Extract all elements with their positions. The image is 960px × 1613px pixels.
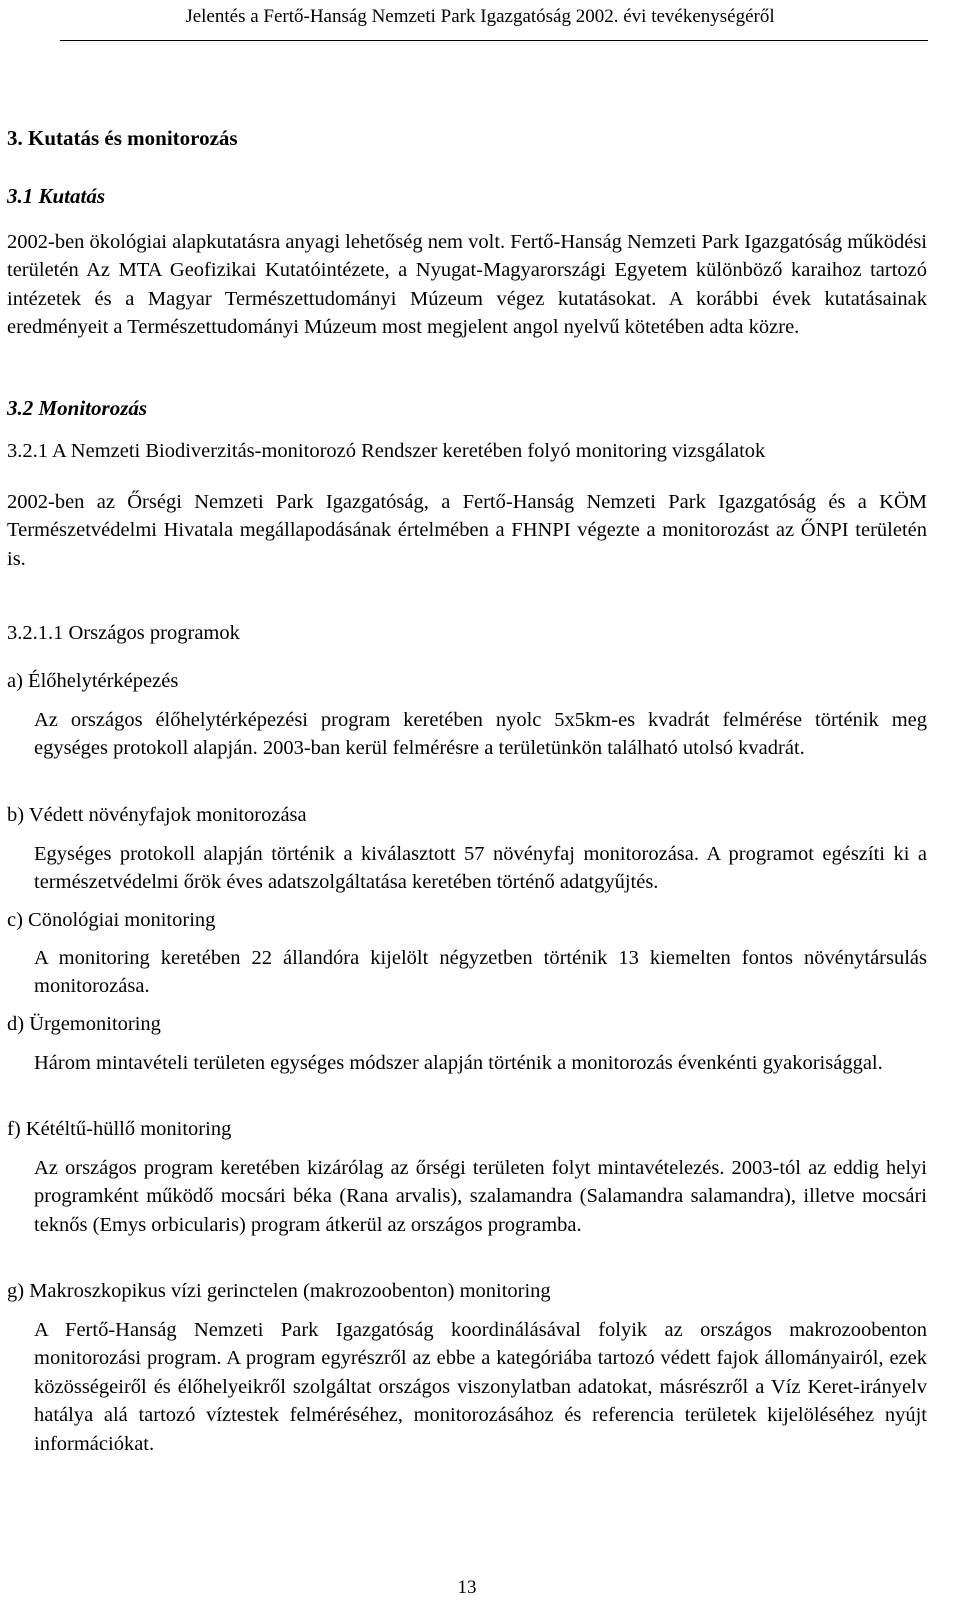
section-heading: 3. Kutatás és monitorozás (7, 126, 238, 150)
program-label-macrozoobenthos: g) Makroszkopikus vízi gerinctelen (makrozoobenton) monitoring (7, 1280, 551, 1302)
program-text-macrozoobenthos: A Fertő-Hanság Nemzeti Park Igazgatóság koordinálásával folyik az országos makrozoobenton monitorozási program. A program egyrészről az ebbe a kategóriába tartozó védett fajok állományairól, ezek közösségeiről és élőhelyeikről szolgáltat országos viszonylatban adatokat, másrészről a Víz Keret-irányelv hatálya alá tartozó víztestek felméréséhez, monitorozásához és referencia területek kijelöléséhez nyújt információkat. (34, 1319, 927, 1455)
program-label-amphibian-reptile: f) Kétéltű-hüllő monitoring (7, 1118, 232, 1140)
program-label-protected-plants: b) Védett növényfajok monitorozása (7, 804, 307, 826)
monitoring-subheading: 3.2.1 A Nemzeti Biodiverzitás-monitorozó Rendszer keretében folyó monitoring vizsgálatok (7, 440, 766, 462)
program-text-coenological: A monitoring keretében 22 állandóra kijelölt négyzetben történik 13 kiemelten fontos növénytársulás monitorozása. (34, 947, 927, 998)
program-text-protected-plants: Egységes protokoll alapján történik a kiválasztott 57 növényfaj monitorozása. A programot egészíti ki a természetvédelmi őrök éves adatszolgáltatása keretében történő adatgyűjtés. (34, 843, 927, 894)
monitoring-paragraph: 2002-ben az Őrségi Nemzeti Park Igazgatóság, a Fertő-Hanság Nemzeti Park Igazgatóság és a KÖM Természetvédelmi Hivatala megállapodásának értelmében a FHNPI végezte a monitorozást az ŐNPI területén is. (7, 491, 927, 570)
research-paragraph: 2002-ben ökológiai alapkutatásra anyagi lehetőség nem volt. Fertő-Hanság Nemzeti Park Igazgatóság működési területén Az MTA Geofizikai Kutatóintézete, a Nyugat-Magyarországi Egyetem különböző karaihoz tartozó intézetek és a Magyar Természettudományi Múzeum végez kutatásokat. A korábbi évek kutatásainak eredményeit a Természettudományi Múzeum most megjelent angol nyelvű kötetében adta közre. (7, 231, 927, 339)
header-divider (60, 40, 928, 41)
program-text-habitat-mapping: Az országos élőhelytérképezési program keretében nyolc 5x5km-es kvadrát felmérése történik meg egységes protokoll alapján. 2003-ban kerül felmérésre a területünkön található utolsó kvadrát. (34, 709, 927, 760)
program-label-habitat-mapping: a) Élőhelytérképezés (7, 670, 179, 692)
program-label-souslik: d) Ürgemonitoring (7, 1013, 161, 1035)
page-number: 13 (457, 1577, 477, 1598)
running-header: Jelentés a Fertő-Hanság Nemzeti Park Igazgatóság 2002. évi tevékenységéről (185, 6, 775, 27)
program-text-souslik: Három mintavételi területen egységes módszer alapján történik a monitorozás évenkénti gyakorisággal. (34, 1052, 883, 1074)
research-heading: 3.1 Kutatás (7, 184, 106, 208)
program-label-coenological: c) Cönológiai monitoring (7, 909, 216, 931)
programs-heading: 3.2.1.1 Országos programok (7, 622, 240, 644)
program-text-amphibian-reptile: Az országos program keretében kizárólag az őrségi területen folyt mintavételezés. 2003-tól az eddig helyi programként működő mocsári béka (Rana arvalis), szalamandra (Salamandra salamandra), illetve mocsári teknős (Emys orbicularis) program átkerül az országos programba. (34, 1157, 927, 1236)
monitoring-heading: 3.2 Monitorozás (7, 396, 148, 420)
